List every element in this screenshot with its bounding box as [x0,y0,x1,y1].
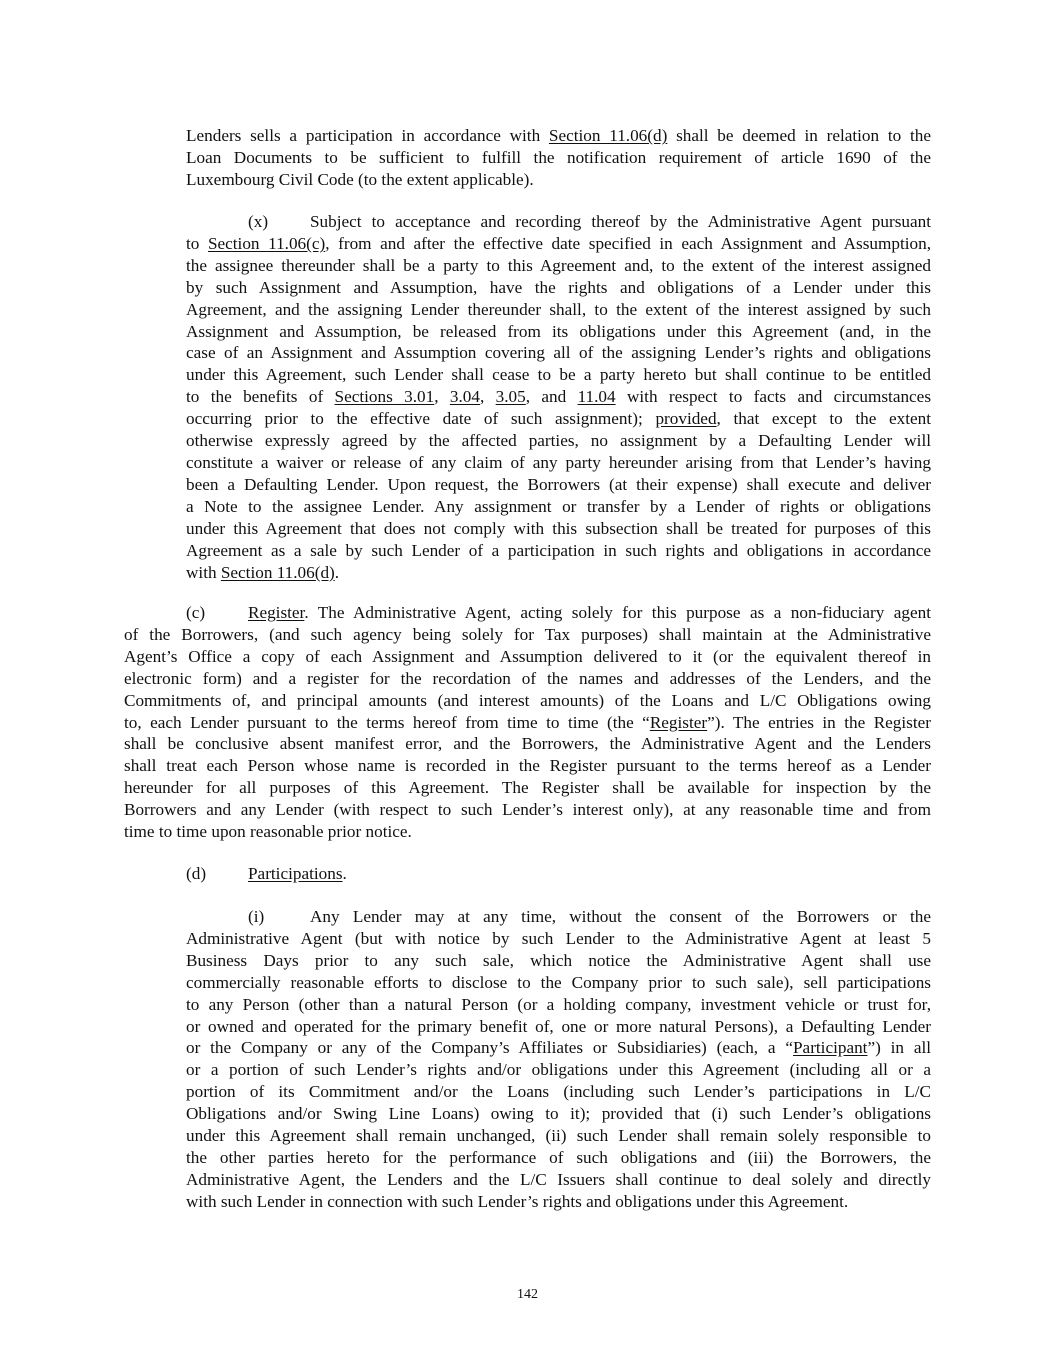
text-line [124,668,931,690]
text-run: Administrative Agent, the Lenders and the L/C Issuers shall continue to deal solely and directly [186,1169,931,1189]
text-line [124,624,931,646]
text-line [124,777,931,799]
text-line [186,1125,931,1147]
cross-reference: provided [655,409,717,429]
text-run: to any Person (other than a natural Person (or a holding company, investment vehicle or trust for, [186,994,931,1014]
text-run: , from and after the effective date specified in each Assignment and Assumption, [325,233,932,253]
text-run: under this Agreement that does not comply with this subsection shall be treated for purposes of this [186,518,931,538]
text-run: , that except to the extent [716,409,932,429]
text-run: to [186,233,208,253]
text-line [186,364,931,386]
text-line [186,255,931,277]
text-line [124,602,931,624]
text-line [186,1169,931,1191]
text-run: ”). The entries in the Register [707,712,931,732]
text-run: , [479,387,496,407]
text-run: . [334,562,340,582]
text-run: constitute a waiver or release of any claim of any party hereunder arising from that Lender’s having [186,452,931,472]
text-run: shall be conclusive absent manifest error, and the Borrowers, the Administrative Agent and the Lenders [124,734,931,754]
text-run: shall be deemed in relation to the [667,126,931,145]
paragraph-c-register [124,602,931,843]
text-run: Commitments of, and principal amounts (and interest amounts) of the Loans and L/C Obligations owing [124,690,931,710]
text-run: to, each Lender pursuant to the terms hereof from time to time (the “ [124,712,650,732]
text-line [186,562,931,584]
text-run: or the Company or any of the Company’s Affiliates or Subsidiaries) (each, a “ [186,1038,793,1058]
cross-reference: Section 11.06(d) [548,126,668,145]
text-line [186,125,931,147]
text-line [124,646,931,668]
text-run: occurring prior to the effective date of such assignment); [186,409,656,429]
text-line [186,518,931,540]
text-line [186,540,931,562]
text-run: Luxembourg Civil Code (to the extent applicable). [186,169,534,189]
text-line [186,972,931,994]
text-run: hereunder for all purposes of this Agreement. The Register shall be available for inspection by the [124,778,931,798]
text-line [186,321,931,343]
text-line [186,169,931,191]
cross-reference: 3.05 [495,387,526,407]
text-run: Obligations and/or Swing Line Loans) owing to it); provided that (i) such Lender’s obligations [186,1104,931,1124]
text-run: Lenders sells a participation in accordance with [186,126,549,145]
text-line [186,1147,931,1169]
cross-reference: Register [248,603,305,622]
cross-reference: Participant [793,1038,868,1058]
text-run: time to time upon reasonable prior notice. [124,822,412,842]
text-line [186,233,931,255]
paragraph-label: (d) [186,864,207,883]
text-run: shall treat each Person whose name is recorded in the Register pursuant to the terms hereof as a Lender [124,756,931,776]
text-run: or owned and operated for the primary benefit of, one or more natural Persons), a Defaulting Lender [186,1016,931,1036]
text-run: portion of its Commitment and/or the Loans (including such Lender’s participations in L/C [186,1082,931,1102]
text-run: Agreement as a sale by such Lender of a participation in such rights and obligations in accordance [186,540,931,560]
cross-reference: Section 11.06(c) [207,233,326,253]
text-line [124,821,931,843]
text-run: Administrative Agent (but with notice by such Lender to the Administrative Agent at least 5 [186,928,931,948]
cross-reference: Section 11.06(d) [220,562,335,582]
text-run: commercially reasonable efforts to disclose to the Company prior to such sale), sell participations [186,972,931,992]
text-run: the other parties hereto for the performance of such obligations and (iii) the Borrowers, the [186,1147,931,1167]
text-run: with respect to facts and circumstances [615,387,932,407]
text-run: , [434,387,450,407]
cross-reference: Sections 3.01 [334,387,435,407]
paragraph-label: (x) [248,212,269,231]
text-line [186,147,931,169]
text-run: Any Lender may at any time, without the consent of the Borrowers or the [310,907,931,926]
paragraph-d-participations [186,863,931,885]
text-line [124,690,931,712]
text-run: under this Agreement, such Lender shall cease to be a party hereto but shall continue to be entitled [186,365,931,385]
text-run: Assignment and Assumption, be released from its obligations under this Agreement (and, in the [186,321,931,341]
text-run: Agent’s Office a copy of each Assignment and Assumption delivered to it (or the equivalent thereof in [124,646,931,666]
text-line [186,299,931,321]
text-run: case of an Assignment and Assumption covering all of the assigning Lender’s rights and obligations [186,343,931,363]
text-line [186,1191,931,1213]
paragraph-label: (i) [248,907,265,926]
paragraph-i-participant [186,906,931,1213]
text-run: Subject to acceptance and recording thereof by the Administrative Agent pursuant [310,212,931,231]
text-run: under this Agreement shall remain unchanged, (ii) such Lender shall remain solely responsible to [186,1126,931,1146]
paragraph-label: (c) [186,603,206,622]
paragraph-x-assignment [186,211,931,583]
text-run: with such Lender in connection with such Lender’s rights and obligations under this Agreement. [186,1191,849,1211]
text-line [186,994,931,1016]
page-number: 142 [517,1287,538,1302]
text-run: the assignee thereunder shall be a party to this Agreement and, to the extent of the interest assigned [186,255,931,275]
text-line [186,342,931,364]
text-run: to the benefits of [186,387,335,407]
text-line [186,474,931,496]
text-run: Agreement, and the assigning Lender thereunder shall, to the extent of the interest assigned by such [186,299,931,319]
cross-reference: 11.04 [577,387,616,407]
text-line [186,1016,931,1038]
text-run: Business Days prior to any such sale, which notice the Administrative Agent shall use [186,950,931,970]
text-run: been a Defaulting Lender. Upon request, the Borrowers (at their expense) shall execute and deliver [186,474,931,494]
text-line [124,733,931,755]
text-run: of the Borrowers, (and such agency being solely for Tax purposes) shall maintain at the Administrative [124,624,931,644]
text-line [186,408,931,430]
text-line [186,430,931,452]
text-line [186,386,931,408]
text-run: otherwise expressly agreed by the affected parties, no assignment by a Defaulting Lender will [186,431,931,451]
text-line [186,452,931,474]
heading-punct: . [342,864,347,883]
text-line [186,906,931,928]
text-line [186,1037,931,1059]
text-line [124,712,931,734]
section-heading: Participations [248,864,343,883]
heading-line [186,863,931,885]
cross-reference: 3.04 [449,387,480,407]
text-line [186,1059,931,1081]
text-line [186,496,931,518]
text-line [186,1081,931,1103]
text-line [186,211,931,233]
text-run: . The Administrative Agent, acting solely for this purpose as a non-fiduciary agent [304,603,931,622]
text-line [186,950,931,972]
text-run: with [186,562,221,582]
text-run: or a portion of such Lender’s rights and/or obligations under this Agreement (including all or a [186,1060,931,1080]
text-line [124,755,931,777]
text-run: by such Assignment and Assumption, have the rights and obligations of a Lender under this [186,277,931,297]
text-line [186,928,931,950]
text-run: , and [525,387,578,407]
paragraph-luxembourg [186,125,931,191]
text-run: ”) in all [867,1038,932,1058]
text-run: electronic form) and a register for the recordation of the names and addresses of the Lenders, and the [124,668,931,688]
text-run: Borrowers and any Lender (with respect to such Lender’s interest only), at any reasonable time and from [124,800,931,820]
text-line [186,1103,931,1125]
cross-reference: Register [649,712,708,732]
text-run: a Note to the assignee Lender. Any assignment or transfer by a Lender of rights or obligations [186,496,931,516]
text-line [124,799,931,821]
text-line [186,277,931,299]
text-run: Loan Documents to be sufficient to fulfill the notification requirement of article 1690 of the [186,147,931,167]
